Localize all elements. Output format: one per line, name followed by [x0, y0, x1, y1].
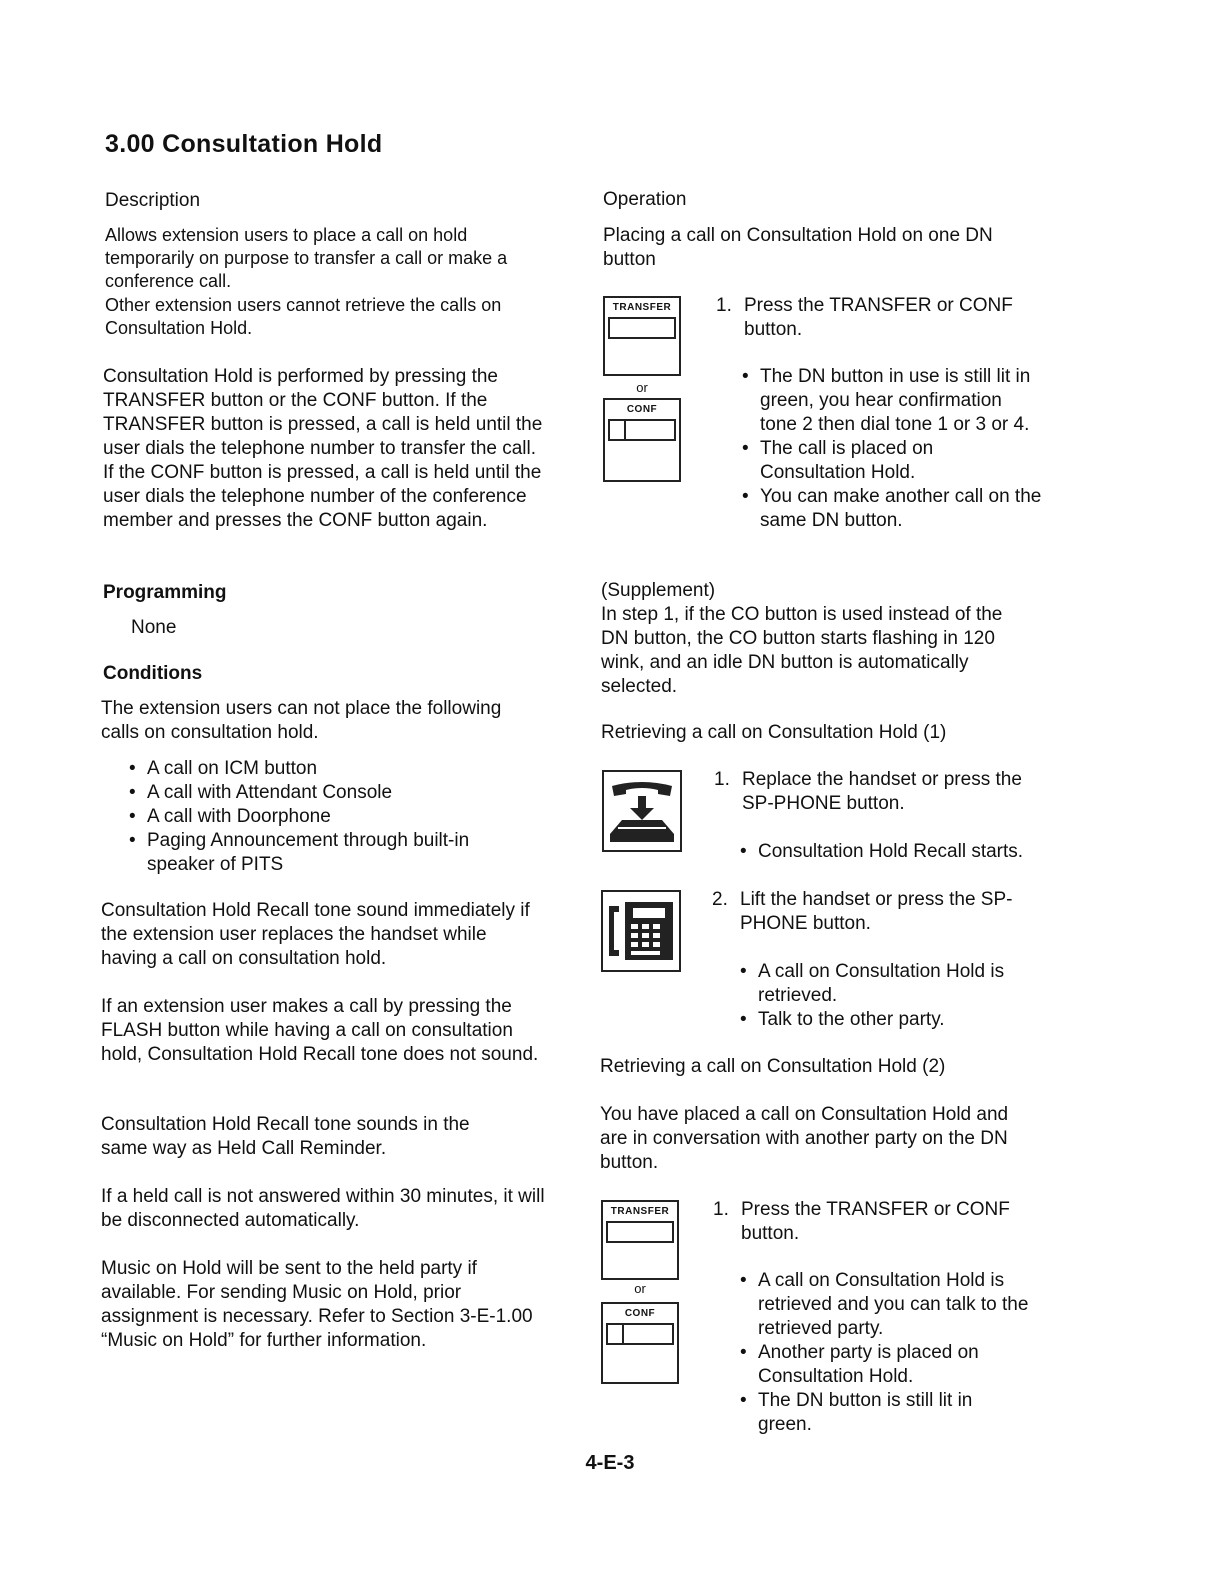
- list-item: • You can make another call on the same DN button.: [742, 485, 1042, 533]
- condition-paragraph-5: Music on Hold will be sent to the held party if available. For sending Music on Hold, prior assignment is necessary. Refer to Section 3-E-1.00 “Music on Hold” for further information.: [101, 1258, 533, 1351]
- operation-intro: Placing a call on Consultation Hold on one DN button: [603, 225, 993, 270]
- conf-button-graphic-2: [601, 1302, 679, 1384]
- step-number: 1.: [714, 769, 730, 790]
- list-item: • A call on Consultation Hold is retrieved.: [740, 960, 1050, 1008]
- programming-heading: Programming: [103, 582, 227, 603]
- or-label: or: [636, 380, 648, 395]
- supplement-text: In step 1, if the CO button is used instead of the DN button, the CO button starts flashing in 120 wink, and an idle DN button is automatically selected.: [601, 604, 1003, 697]
- handset-replace-icon: [602, 770, 682, 852]
- transfer-label: TRANSFER: [610, 1206, 670, 1217]
- or-label: or: [634, 1281, 646, 1296]
- retrieve-2-heading: Retrieving a call on Consultation Hold (2): [600, 1056, 946, 1077]
- conditions-list: [129, 757, 519, 877]
- operation-step-1: [716, 294, 1036, 342]
- list-item: • Paging Announcement through built-in speaker of PITS: [129, 829, 519, 877]
- conf-label: CONF: [624, 1308, 656, 1319]
- conf-button-graphic: [603, 398, 681, 482]
- step-text: Press the TRANSFER or CONF button.: [741, 1199, 1010, 1244]
- description-paragraph-2: Other extension users cannot retrieve the calls on Consultation Hold.: [105, 295, 502, 338]
- operation-heading: Operation: [603, 189, 687, 210]
- conditions-heading: Conditions: [103, 663, 203, 684]
- retrieve-2-intro: You have placed a call on Consultation Hold and are in conversation with another party on the DN button.: [600, 1104, 1009, 1173]
- conditions-intro: The extension users can not place the following calls on consultation hold.: [101, 698, 502, 743]
- retrieve-2-step-1-list: [740, 1269, 1030, 1437]
- description-heading: Description: [105, 190, 201, 211]
- retrieve-1-heading: Retrieving a call on Consultation Hold (1): [601, 722, 947, 743]
- list-item: • A call with Attendant Console: [129, 781, 519, 805]
- conf-key-icon: [608, 419, 676, 441]
- page-title: 3.00 Consultation Hold: [105, 130, 383, 158]
- handset-lift-icon: [601, 890, 681, 972]
- transfer-key-icon: [608, 317, 676, 339]
- condition-paragraph-3: Consultation Hold Recall tone sounds in the same way as Held Call Reminder.: [101, 1114, 470, 1159]
- list-item: • The DN button is still lit in green.: [740, 1389, 1030, 1437]
- step-text: Press the TRANSFER or CONF button.: [744, 295, 1013, 340]
- list-item: • A call on Consultation Hold is retrieved and you can talk to the retrieved party.: [740, 1269, 1030, 1341]
- list-item: • A call on ICM button: [129, 757, 519, 781]
- list-item: • The DN button in use is still lit in green, you hear confirmation tone 2 then dial tone 1 or 3 or 4.: [742, 365, 1042, 437]
- step-number: 2.: [712, 889, 728, 910]
- transfer-label: TRANSFER: [612, 302, 672, 313]
- list-item: • Another party is placed on Consultation Hold.: [740, 1341, 1030, 1389]
- retrieve-2-step-1: [713, 1198, 1043, 1246]
- transfer-button-graphic-2: [601, 1200, 679, 1280]
- list-item: • The call is placed on Consultation Hold.: [742, 437, 1042, 485]
- operation-step-1-list: [742, 365, 1042, 533]
- list-item: • Talk to the other party.: [740, 1008, 1050, 1032]
- step-number: 1.: [716, 295, 732, 316]
- supplement-label: (Supplement): [601, 580, 716, 601]
- description-paragraph-1: Allows extension users to place a call on hold temporarily on purpose to transfer a call or make a conference call.: [105, 225, 508, 291]
- conf-label: CONF: [626, 404, 658, 415]
- condition-paragraph-2: If an extension user makes a call by pressing the FLASH button while having a call on consultation hold, Consultation Hold Recall tone does not sound.: [101, 996, 539, 1065]
- page-number: 4-E-3: [585, 1452, 635, 1474]
- step-text: Lift the handset or press the SP-PHONE button.: [740, 889, 1013, 934]
- description-paragraph-3: Consultation Hold is performed by pressing the TRANSFER button or the CONF button. If the TRANSFER button is pressed, a call is held until the user dials the telephone number to transfer the call. If the CONF button is pressed, a call is held until the user dials the telephone number of the conference member and presses the CONF button again.: [103, 366, 543, 531]
- step-text: Replace the handset or press the SP-PHONE button.: [742, 769, 1022, 814]
- retrieve-1-step-2-list: [740, 960, 1050, 1032]
- conf-key-icon: [606, 1323, 674, 1345]
- retrieve-1-step-1: [714, 768, 1044, 816]
- transfer-button-graphic: [603, 296, 681, 376]
- condition-paragraph-4: If a held call is not answered within 30 minutes, it will be disconnected automatically.: [101, 1186, 545, 1231]
- retrieve-1-step-2: [712, 888, 1042, 936]
- list-item: • A call with Doorphone: [129, 805, 519, 829]
- transfer-key-icon: [606, 1221, 674, 1243]
- retrieve-1-step-1-list: [740, 840, 1060, 864]
- condition-paragraph-1: Consultation Hold Recall tone sound immediately if the extension user replaces the handset while having a call on consultation hold.: [101, 900, 530, 969]
- step-number: 1.: [713, 1199, 729, 1220]
- programming-value: None: [131, 617, 177, 638]
- list-item: • Consultation Hold Recall starts.: [740, 840, 1060, 864]
